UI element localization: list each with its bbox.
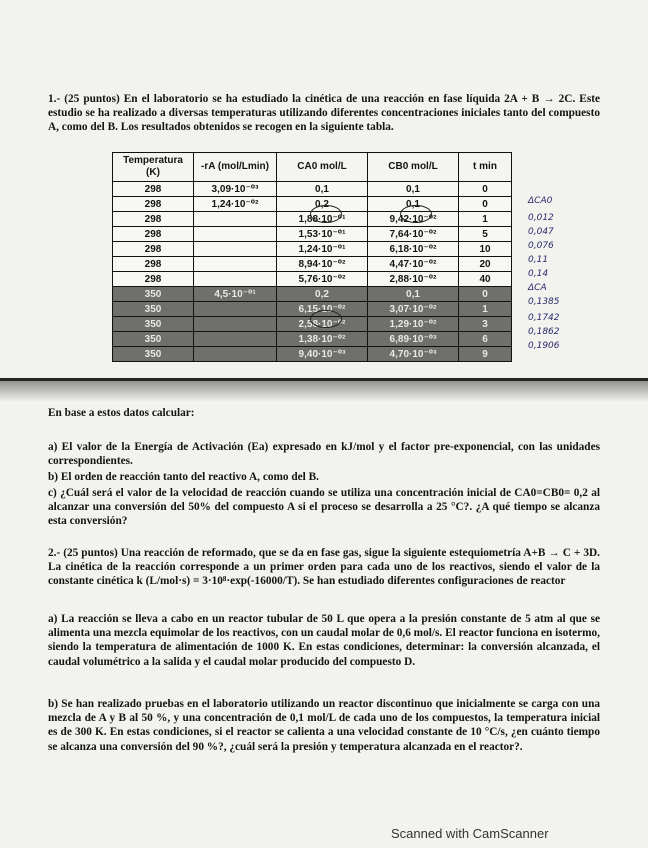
table-cell: 298 — [113, 212, 194, 227]
question-1c: c) ¿Cuál será el valor de la velocidad de reacción cuando se utiliza una concentración inicial de CA0=CB0= 0,2 al alcanzar una conversión del 50% del compuesto A si el proceso se desarrolla a 25 °C?. ¿A qué tiempo se alcanza esta conversión? — [48, 487, 600, 528]
handwritten-annotation: 0,076 — [528, 241, 554, 251]
scanner-watermark: Scanned with CamScanner — [391, 826, 549, 841]
table-row — [113, 347, 512, 362]
handwritten-annotation: ΔCA — [528, 283, 547, 293]
table-cell: 8,94·10⁻⁰² — [277, 257, 368, 272]
circle-mark — [310, 310, 342, 328]
table-cell: 0,2 — [277, 287, 368, 302]
table-cell: 3,09·10⁻⁰³ — [194, 182, 277, 197]
table-cell: 4,70·10⁻⁰³ — [368, 347, 459, 362]
circle-mark — [310, 205, 342, 223]
question-2b: b) Se han realizado pruebas en el laboratorio utilizando un reactor discontinuo que inicialmente se carga con una mezcla de A y B al 50 %, y una concentración de 0,1 mol/L de cada uno de los compuestos, la temperatura inicial es de 300 K. En estas condiciones, si el reactor se calienta a una velocidad constante de 10 °C/s, ¿en cuánto tiempo se alcanza una conversión del 90 %?, ¿cuál será la presión y temperatura alcanzada en el reactor?. — [48, 698, 600, 753]
problem2-intro: 2.- (25 puntos) Una reacción de reformado, que se da en fase gas, sigue la siguiente estequiometría A+B → C + 3D. La cinética de la reacción corresponde a un primer orden para cada uno de los reactivos, siendo el valor de la constante cinética k (L/mol·s) = 3·10⁸·exp(-16000/T). Se han estudiado diferentes configuraciones de reactor — [48, 547, 600, 588]
table-cell: 350 — [113, 317, 194, 332]
data-table — [112, 152, 512, 362]
problem1-intro: 1.- (25 puntos) En el laboratorio se ha estudiado la cinética de una reacción en fase líquida 2A + B → 2C. Este estudio se ha realizado a diversas temperaturas utilizando diferentes concentraciones iniciales tanto del compuesto A, como del B. Los resultados obtenidos se recogen en la siguiente tabla. — [48, 93, 600, 134]
header-temperature: Temperatura (K) — [113, 153, 194, 182]
table-cell: 298 — [113, 257, 194, 272]
table-cell: 350 — [113, 302, 194, 317]
table-cell: 7,64·10⁻⁰² — [368, 227, 459, 242]
table-cell: 298 — [113, 182, 194, 197]
table-cell: 1,29·10⁻⁰² — [368, 317, 459, 332]
table-cell: 0,1 — [277, 182, 368, 197]
header-ca0: CA0 mol/L — [277, 153, 368, 182]
handwritten-annotation: 0,012 — [528, 213, 554, 223]
table-cell: 350 — [113, 287, 194, 302]
table-cell: 2,58·10⁻⁰² — [277, 317, 368, 332]
section-header: En base a estos datos calcular: — [48, 407, 195, 419]
table-cell: 6 — [459, 332, 512, 347]
table-cell — [194, 347, 277, 362]
table-row — [113, 242, 512, 257]
table-cell — [194, 332, 277, 347]
table-cell: 5 — [459, 227, 512, 242]
table-cell: 298 — [113, 272, 194, 287]
table-row — [113, 257, 512, 272]
table-cell: 0,2 — [277, 197, 368, 212]
table-row — [113, 227, 512, 242]
table-cell: 4,5·10⁻⁰¹ — [194, 287, 277, 302]
table-header-row — [113, 153, 512, 182]
table-cell — [194, 317, 277, 332]
handwritten-annotation: 0,1385 — [528, 297, 560, 307]
table-cell: 0 — [459, 182, 512, 197]
handwritten-annotation: ΔCA0 — [528, 196, 553, 206]
table-cell: 6,18·10⁻⁰² — [368, 242, 459, 257]
table-cell — [194, 227, 277, 242]
table-row — [113, 287, 512, 302]
table-cell: 1 — [459, 212, 512, 227]
header-time: t min — [459, 153, 512, 182]
table-cell: 298 — [113, 197, 194, 212]
table-cell: 1,38·10⁻⁰² — [277, 332, 368, 347]
handwritten-annotation: 0,047 — [528, 227, 554, 237]
table-cell: 298 — [113, 242, 194, 257]
table-cell — [194, 272, 277, 287]
handwritten-annotation: 0,11 — [528, 255, 549, 265]
table-cell: 0 — [459, 287, 512, 302]
handwritten-annotation: 0,1742 — [528, 313, 560, 323]
table-cell: 6,89·10⁻⁰³ — [368, 332, 459, 347]
table-cell: 1,53·10⁻⁰¹ — [277, 227, 368, 242]
table-cell: 0,1 — [368, 287, 459, 302]
table-cell — [194, 212, 277, 227]
table-cell: 0,1 — [368, 197, 459, 212]
table-row — [113, 182, 512, 197]
table-cell: 350 — [113, 347, 194, 362]
table-cell: 4,47·10⁻⁰² — [368, 257, 459, 272]
table-cell: 3 — [459, 317, 512, 332]
header-cb0: CB0 mol/L — [368, 153, 459, 182]
handwritten-annotation: 0,14 — [528, 269, 549, 279]
table-cell: 1 — [459, 302, 512, 317]
table-cell: 1,24·10⁻⁰¹ — [277, 242, 368, 257]
table-cell: 0 — [459, 197, 512, 212]
question-2a: a) La reacción se lleva a cabo en un reactor tubular de 50 L que opera a la presión constante de 5 atm al que se alimenta una mezcla equimolar de los reactivos, con un caudal molar de 0,6 mol/s. El reactor funciona en isotermo, siendo la temperatura de alimentación de 1000 K. En estas condiciones, determinar: la conversión alcanzada, el caudal volumétrico a la salida y el caudal molar producido del compuesto D. — [48, 613, 600, 668]
handwritten-annotation: 0,1862 — [528, 327, 560, 337]
table-cell: 9,40·10⁻⁰³ — [277, 347, 368, 362]
table-cell: 10 — [459, 242, 512, 257]
table-cell — [194, 257, 277, 272]
table-cell: 9,42·10⁻⁰² — [368, 212, 459, 227]
header-rate: -rA (mol/Lmin) — [194, 153, 277, 182]
circle-mark — [400, 205, 432, 223]
table-cell: 6,15·10⁻⁰² — [277, 302, 368, 317]
table-cell: 350 — [113, 332, 194, 347]
table-cell — [194, 302, 277, 317]
table-cell: 9 — [459, 347, 512, 362]
table-cell: 40 — [459, 272, 512, 287]
table-cell — [194, 242, 277, 257]
table-row — [113, 332, 512, 347]
table-cell: 1,24·10⁻⁰² — [194, 197, 277, 212]
table-cell: 0,1 — [368, 182, 459, 197]
handwritten-annotation: 0,1906 — [528, 341, 560, 351]
page-fold-shadow — [0, 378, 648, 402]
table-cell: 298 — [113, 227, 194, 242]
question-1b: b) El orden de reacción tanto del reactivo A, como del B. — [48, 471, 319, 483]
table-row — [113, 272, 512, 287]
table-cell: 3,07·10⁻⁰² — [368, 302, 459, 317]
question-1a: a) El valor de la Energía de Activación (Ea) expresado en kJ/mol y el factor pre-exponencial, con las unidades correspondientes. — [48, 441, 600, 468]
table-cell: 1,88·10⁻⁰¹ — [277, 212, 368, 227]
table-cell: 20 — [459, 257, 512, 272]
table-cell: 5,76·10⁻⁰² — [277, 272, 368, 287]
table-cell: 2,88·10⁻⁰² — [368, 272, 459, 287]
